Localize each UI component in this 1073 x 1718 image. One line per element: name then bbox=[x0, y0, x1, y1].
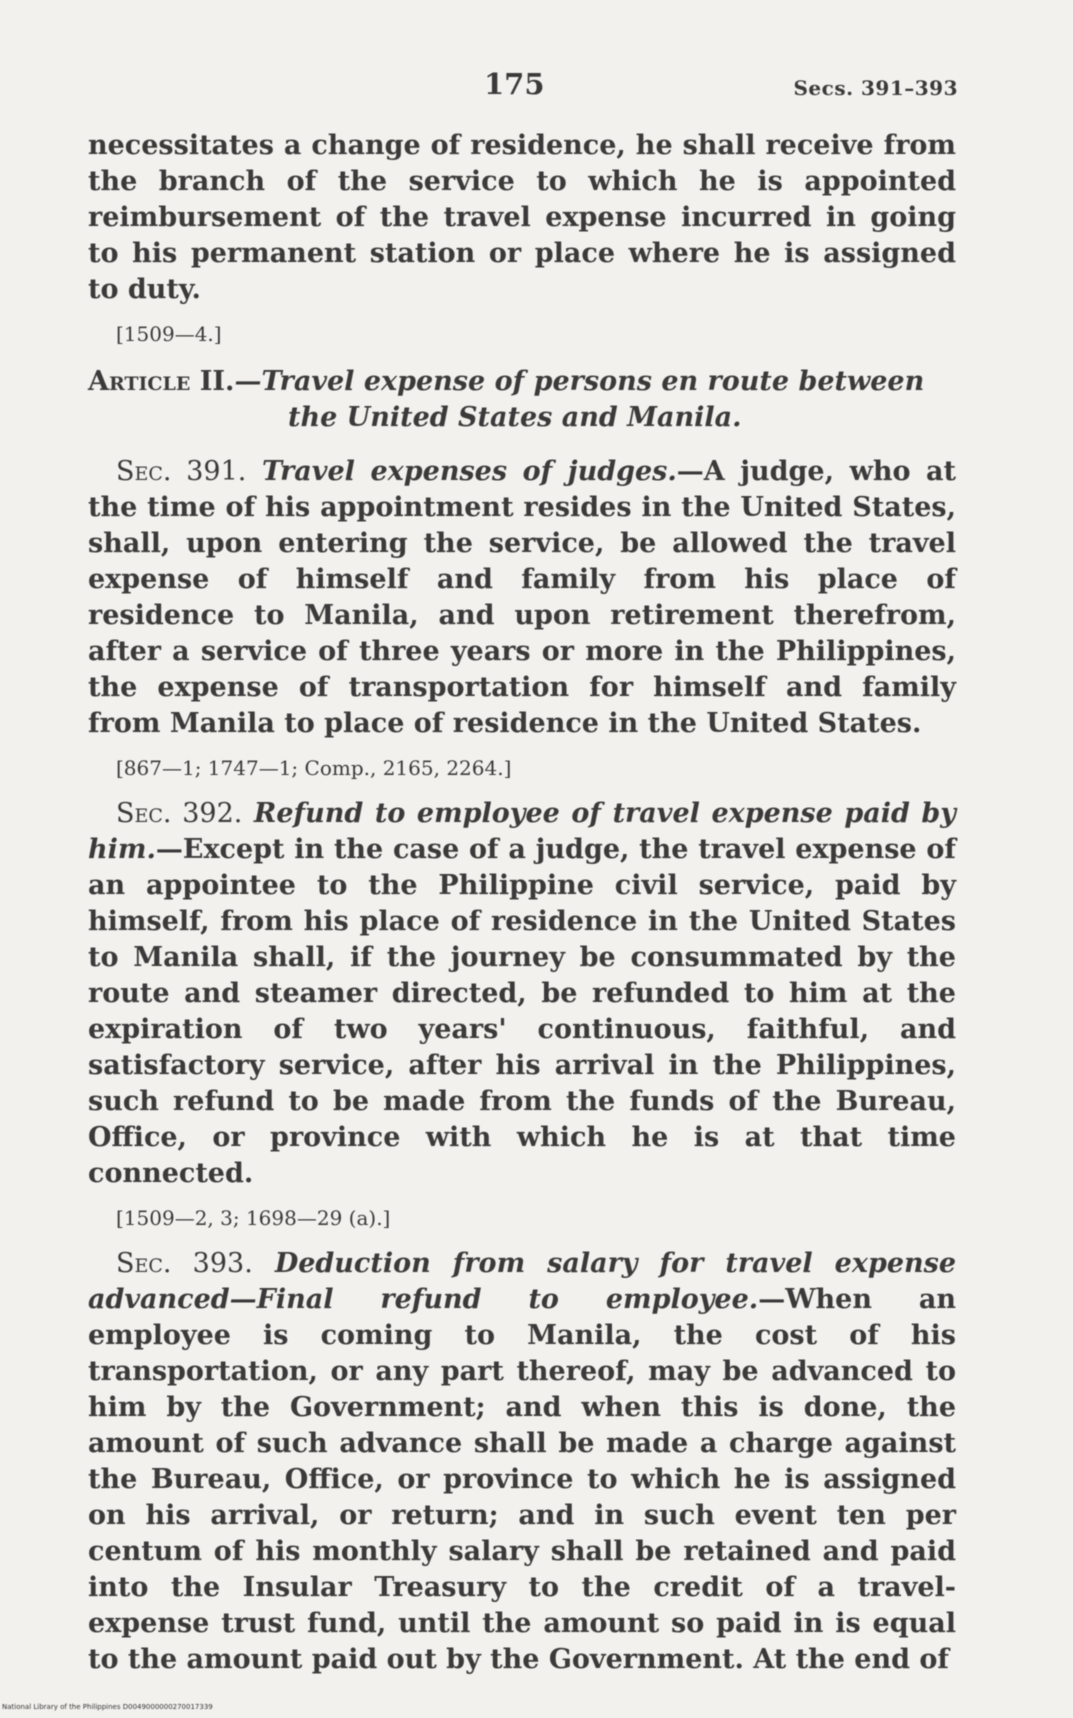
intro-citation: [1509—4.] bbox=[116, 322, 222, 346]
section-392 bbox=[88, 796, 956, 1192]
page-number: 175 bbox=[484, 67, 545, 101]
article-label: Article II. bbox=[88, 366, 235, 397]
section-text: —Except in the case of a judge, the travel expense of an appointee to the Philippine civil service, paid by himself, from his place of residence in the United States to Manila shall, if the journey be consummated by the route and steamer directed, be refunded to him at the expiration of two years' continuous, faithful, and satisfactory service, after his arrival in the Philippines, such refund to be made from the funds of the Bureau, Office, or province with which he is at that time connected. bbox=[88, 834, 956, 1189]
section-title: Travel expenses of judges. bbox=[261, 456, 677, 487]
section-text: —A judge, who at the time of his appointment resides in the United States, shall, upon entering the service, be allowed the travel expense of himself and family from his place of residence to Manila, and upon retirement therefrom, after a service of three years or more in the Philippines, the expense of transportation for himself and family from Manila to place of residence in the United States. bbox=[88, 456, 957, 739]
section-title: Deduction from salary for travel expense advanced—Final refund to employee. bbox=[88, 1248, 957, 1315]
section-label: Sec. 393. bbox=[116, 1248, 253, 1279]
section-391 bbox=[88, 454, 956, 742]
article-heading bbox=[88, 364, 956, 436]
section-label: Sec. 391. bbox=[116, 456, 247, 487]
section-text: —When an employee is coming to Manila, the cost of his transportation, or any part thereof, may be advanced to him by the Government; and when this is done, the amount of such advance shall be made a charge against the Bureau, Office, or province to which he is assigned on his arrival, or return; and in such event ten per centum of his monthly salary shall be retained and paid into the Insular Treasury to the credit of a travel-expense trust fund, until the amount so paid in is equal to the amount paid out by the Government. At the end of bbox=[88, 1284, 956, 1675]
section-label: Sec. 392. bbox=[116, 798, 243, 829]
page-header bbox=[0, 66, 1073, 106]
article-title-line2: the United States and Manila. bbox=[288, 402, 742, 433]
intro-paragraph: necessitates a change of residence, he shall receive from the branch of the service to which he is appointed reimbursement of the travel expense incurred in going to his permanent station or place where he is assigned to duty. bbox=[88, 130, 956, 305]
scan-footer: National Library of the Philippines D0049000000270017339 bbox=[2, 1703, 213, 1711]
running-head-sections: Secs. 391–393 bbox=[793, 76, 958, 100]
section-393 bbox=[88, 1246, 956, 1678]
page-body bbox=[88, 128, 956, 1678]
section-title: Refund to employee of travel expense paid by him. bbox=[88, 798, 956, 865]
section-392-citation: [1509—2, 3; 1698—29 (a).] bbox=[116, 1206, 391, 1230]
article-title-line1: —Travel expense of persons en route between bbox=[234, 366, 925, 397]
section-391-citation: [867—1; 1747—1; Comp., 2165, 2264.] bbox=[116, 756, 512, 780]
